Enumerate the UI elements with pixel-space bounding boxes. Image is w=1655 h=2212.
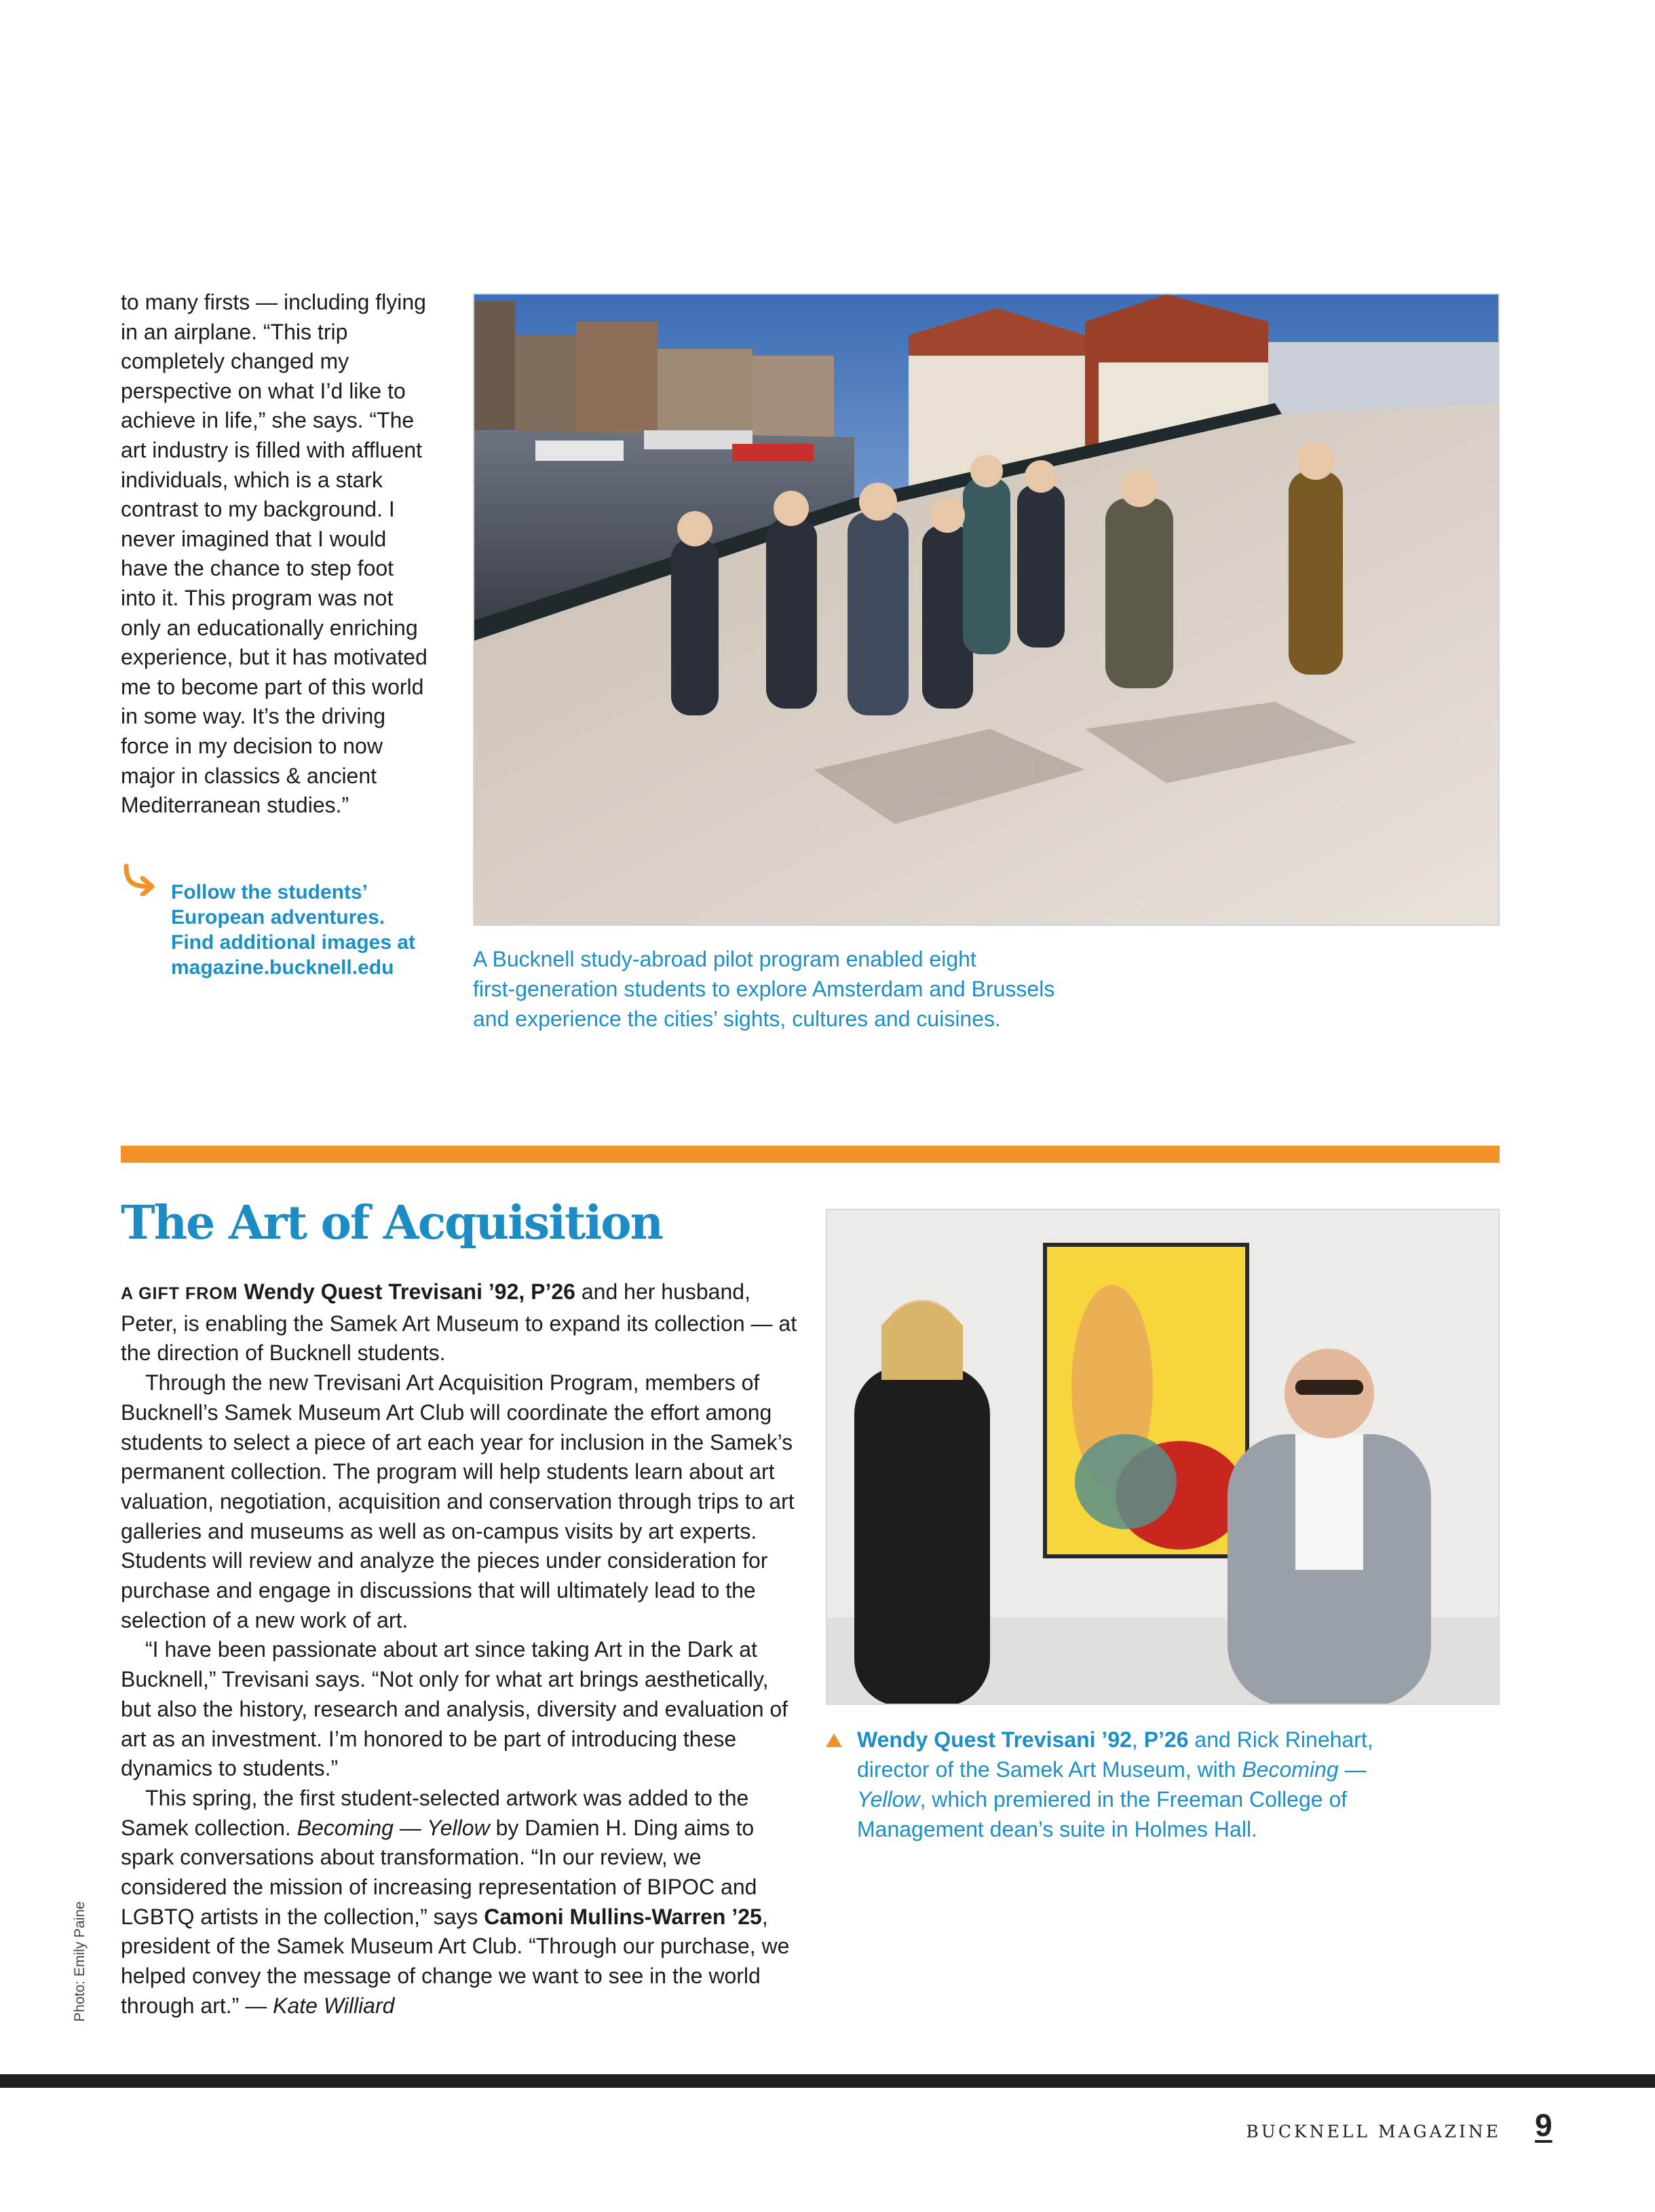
article-title: The Art of Acquisition	[121, 1196, 663, 1250]
paragraph-text: and her husband, Peter, is enabling the Samek Art Museum to expand its collection — at the direction of Bucknell students.	[121, 1279, 797, 1366]
article-paragraph-1	[121, 1277, 799, 1368]
caption-separator: ,	[1131, 1727, 1144, 1752]
gallery-portrait-photo	[826, 1209, 1500, 1705]
section-divider-rule	[121, 1146, 1500, 1163]
caption-text-part: , which premiered in the Freeman College of Management dean’s suite in Holmes Hall.	[857, 1787, 1348, 1841]
paragraph-text: , president of the Samek Museum Art Club. “Through our purchase, we helped convey the message of change we want to see in the world through art.” —	[121, 1904, 790, 2018]
caption-name-2: P’26	[1143, 1727, 1189, 1752]
lead-in: A GIFT FROM	[121, 1284, 238, 1303]
article-paragraph-3: “I have been passionate about art since taking Art in the Dark at Bucknell,” Trevisani says. “Not only for what art brings aesthetically, but also the history, research and analysis, diversity and evaluation of art as an investment. I’m honored to be part of introducing these dynamics to students.”	[121, 1637, 788, 1781]
amsterdam-group-photo	[473, 293, 1500, 926]
photo-credit-text: Photo: Emily Paine	[72, 1901, 88, 2022]
triangle-up-icon	[826, 1733, 842, 1747]
caption-artwork-title: Becoming — Yellow	[857, 1757, 1367, 1812]
amsterdam-photo-caption: A Bucknell study-abroad pilot program enabled eight first-generation students to explore Amsterdam and Brussels and experience the cities’ sights, cultures and cuisines.	[473, 947, 1055, 1031]
artwork-title: Becoming — Yellow	[297, 1815, 490, 1840]
paragraph-text: This spring, the first student-selected artwork was added to the Samek collection.	[121, 1785, 749, 1840]
caption-text-part: and Rick Rinehart, director of the Samek Art Museum, with	[857, 1727, 1373, 1782]
article-paragraph-2: Through the new Trevisani Art Acquisition Program, members of Bucknell’s Samek Museum Art Club will coordinate the effort among students to select a piece of art each year for inclusion in the Samek’s permanent collection. The program will help students learn about art valuation, negotiation, acquisition and conservation through trips to art galleries and museums as well as on-campus visits by art experts. Students will review and analyze the pieces under consideration for purchase and engage in discussions that will ultimately lead to the selection of a new work of art.	[121, 1370, 795, 1632]
footer-rule	[0, 2074, 1655, 2088]
intro-body-text: to many firsts — including flying in an airplane. “This trip completely changed my perspective on what I’d like to achieve in life,” she says. “The art industry is filled with affluent individuals, which is a stark contrast to my background. I never imagined that I would have the chance to step foot into it. This program was not only an educationally enriching experience, but it has motivated me to become part of this world in some way. It’s the driving force in my decision to now major in classics & ancient Mediterranean studies.”	[121, 290, 427, 818]
page-number: 9	[1535, 2107, 1553, 2143]
gallery-photo-caption	[826, 1725, 1423, 1844]
student-name: Camoni Mullins-Warren ’25	[484, 1904, 762, 1929]
caption-text	[857, 1725, 1423, 1844]
article-body	[121, 1277, 799, 2021]
author-byline: Kate Williard	[273, 1993, 395, 2018]
article-paragraph-4	[121, 1784, 799, 2021]
follow-link-text[interactable]: Follow the students’ European adventures. Find additional images at magazine.bucknell.edu	[171, 881, 416, 979]
curved-arrow-icon	[121, 862, 159, 896]
footer-magazine-name: BUCKNELL MAGAZINE	[1246, 2122, 1501, 2141]
caption-name-1: Wendy Quest Trevisani ’92	[857, 1727, 1132, 1752]
donor-name: Wendy Quest Trevisani ’92, P’26	[244, 1279, 575, 1304]
paragraph-text: by Damien H. Ding aims to spark conversations about transformation. “In our review, we considered the mission of increasing representation of BIPOC and LGBTQ artists in the collection,” says	[121, 1815, 757, 1929]
